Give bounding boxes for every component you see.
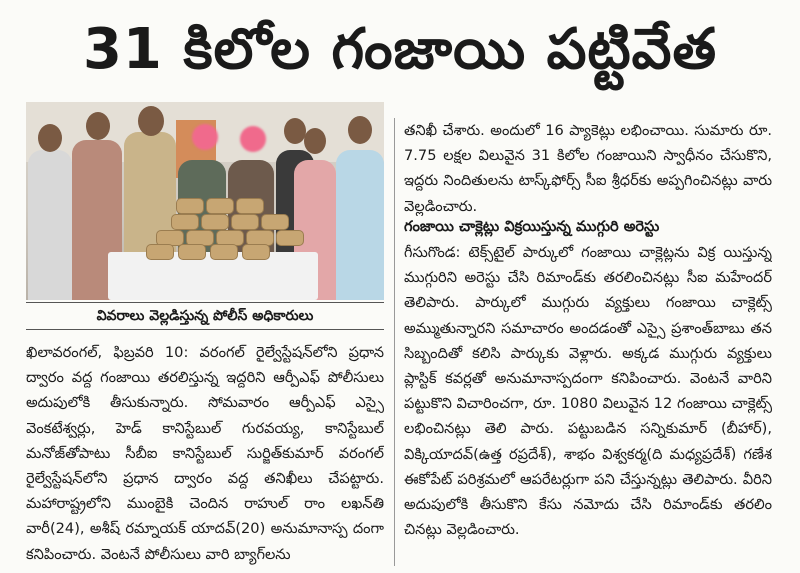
ganja-packet xyxy=(261,214,289,230)
photo-caption: వివరాలు వెల్లడిస్తున్న పోలీస్ అధికారులు xyxy=(26,302,384,330)
photo-head xyxy=(38,124,62,152)
ganja-packet xyxy=(171,214,199,230)
blurred-face xyxy=(192,124,218,150)
left-article xyxy=(26,340,384,570)
photo-head xyxy=(86,112,110,140)
photo-person xyxy=(336,150,384,300)
ganja-packet xyxy=(242,244,270,260)
news-photo xyxy=(26,102,384,300)
ganja-packet xyxy=(210,244,238,260)
headline: 31 కిలోల గంజాయి పట్టివేత xyxy=(82,17,718,82)
ganja-packet xyxy=(206,198,234,214)
ganja-packet xyxy=(176,198,204,214)
second-article-body: గీసుగొండ: టెక్స్‌టైల్ పార్కులో గంజాయి చాక్లెట్లను విక్ర యిస్తున్న ముగ్గురిని అరెస్టు చేసి రిమాండ్‌కు తరలించినట్లు సీఐ మహేందర్ తెలిపారు. పార్కులో ముగ్గురు వ్యక్తులు గంజాయి చాక్లెట్స్ అమ్ముతున్నారని సమాచారం అందడంతో ఎస్సై ప్రశాంత్‌బాబు తన సిబ్బందితో కలిసి పార్కుకు వెళ్లారు. అక్కడ ముగ్గురు వ్యక్తులు ప్లాస్టిక్ కవర్లతో అనుమానాస్పదంగా కనిపించారు. వెంటనే వారిని పట్టుకొని విచారించగా, రూ. 1080 విలువైన 12 గంజాయి చాక్లెట్స్ లభించినట్లు తెలి పారు. పట్టుబడిన సన్నికుమార్ (బీహార్), విక్కియాదవ్(ఉత్త రప్రదేశ్), శాభం విశ్వకర్మ(ది మధ్యప్రదేశ్) గణేశ ఈకోపేట్ పరిశ్రమలో ఆపరేటర్లుగా పని చేస్తున్నట్లు తెలిపారు. వీరిని అదుపులోకి తీసుకొని కేసు నమోదు చేసి రిమాండ్‌కు తరలిం చినట్లు వెల్లడించారు. xyxy=(404,244,772,539)
ganja-packet xyxy=(276,230,304,246)
ganja-packet xyxy=(231,214,259,230)
subheadline: గంజాయి చాక్లెట్లు విక్రయిస్తున్న ముగ్గురి అరెస్టు xyxy=(404,218,660,235)
ganja-packet xyxy=(201,214,229,230)
blurred-face xyxy=(240,126,266,152)
photo-head xyxy=(284,118,306,144)
column-divider xyxy=(394,118,395,566)
second-article xyxy=(404,240,772,566)
right-article-top-body: తనిఖీ చేశారు. అందులో 16 ప్యాకెట్లు లభించాయి. సుమారు రూ. 7.75 లక్షల విలువైన 31 కిలోల గంజాయిని స్వాధీనం చేసుకొని, ఇద్దరు నిందితులను టాస్క్‌ఫోర్స్ సీఐ శ్రీధర్‌కు అప్పగించినట్లు వారు వెల్లడించారు. xyxy=(404,122,772,215)
photo-head xyxy=(304,128,326,154)
ganja-packet xyxy=(178,244,206,260)
right-article-continued xyxy=(404,118,772,216)
ganja-packet xyxy=(146,244,174,260)
photo-head xyxy=(348,116,372,144)
ganja-packet xyxy=(236,198,264,214)
photo-person xyxy=(28,150,72,300)
left-article-body: ఖిలావరంగల్, ఫిబ్రవరి 10: వరంగల్ రైల్వేస్టేషన్‌లోని ప్రధాన ద్వారం వద్ద గంజాయి తరలిస్తున్న ఇద్దరిని ఆర్పీఎఫ్ పోలీసులు అదుపులోకి తీసుకున్నారు. సోమవారం ఆర్పీఎఫ్ ఎస్సై వెంకటేశ్వర్లు, హెడ్ కానిస్టేబుల్ గురవయ్య, కానిస్టేబుల్ మనోజ్‌తోపాటు సీబీఐ కానిస్టేబుల్ సుర్జిత్‌కుమార్ వరంగల్ రైల్వేస్టేషన్‌లోని ప్రధాన ద్వారం వద్ద తనిఖీలు చేపట్టారు. మహారాష్ట్రలోని ముంబైకి చెందిన రాహుల్ రాం లఖన్‌తి వారీ(24), అశీష్ రమ్నాయక్ యాదవ్(20) అనుమానాస్ప దంగా కనిపించారు. వెంటనే పోలీసులు వారి బ్యాగ్‌లను xyxy=(26,344,384,563)
photo-head xyxy=(138,106,164,136)
